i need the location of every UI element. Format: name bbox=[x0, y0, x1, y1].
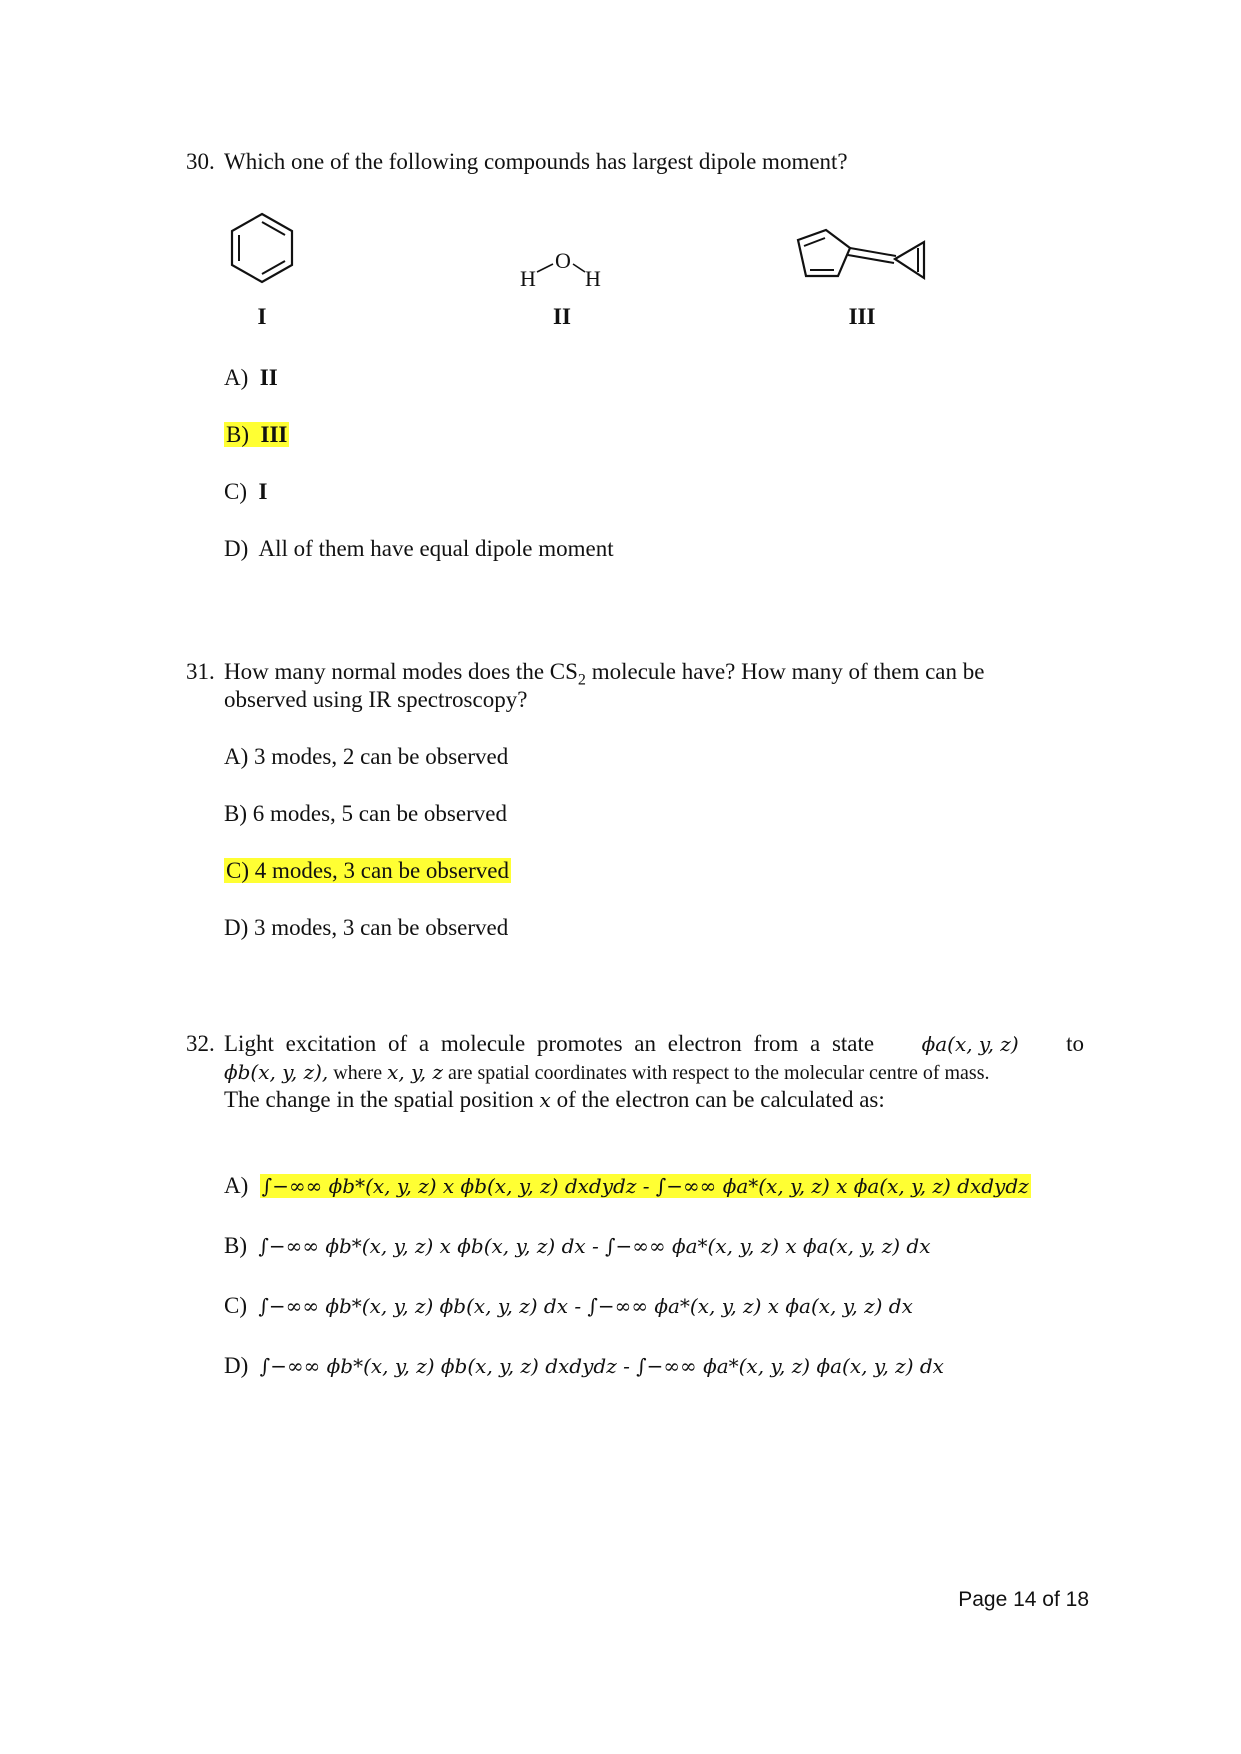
q32-option-c-letter: C) bbox=[224, 1293, 247, 1318]
q32-line1-pre: Light excitation of a molecule promotes an electron from a state bbox=[224, 1031, 875, 1056]
q32-option-b-letter: B) bbox=[224, 1233, 247, 1258]
water-hydrogen-atom-right: H bbox=[585, 266, 601, 291]
q30-number: 30. bbox=[186, 149, 215, 174]
q32-option-c-expr: ∫−∞∞ ϕb*(x, y, z) ϕb(x, y, z) dx - ∫−∞∞ ϕa*(x, y, z) x ϕa(x, y, z) dx bbox=[258, 1294, 913, 1318]
benzene-structure bbox=[224, 210, 300, 286]
q32-option-b-expr: ∫−∞∞ ϕb*(x, y, z) x ϕb(x, y, z) dx - ∫−∞∞ ϕa*(x, y, z) x ϕa(x, y, z) dx bbox=[258, 1234, 931, 1258]
q32-option-a bbox=[224, 1172, 1031, 1200]
q30-option-b-letter: B) bbox=[226, 422, 249, 447]
q32-line1-post: to bbox=[1066, 1031, 1084, 1056]
q32-option-c bbox=[224, 1292, 913, 1320]
q32-text-line2 bbox=[224, 1058, 990, 1087]
q31-text-line2: observed using IR spectroscopy? bbox=[224, 687, 528, 712]
q31-option-c bbox=[224, 857, 511, 885]
q32-number: 32. bbox=[186, 1031, 215, 1056]
calicene-structure bbox=[790, 224, 930, 286]
q32-option-d-expr: ∫−∞∞ ϕb*(x, y, z) ϕb(x, y, z) dxdydz - ∫−∞∞ ϕa*(x, y, z) ϕa(x, y, z) dx bbox=[259, 1354, 944, 1378]
q32-option-d bbox=[224, 1352, 944, 1380]
q31-line1-post: molecule have? How many of them can be bbox=[585, 659, 985, 684]
q31-option-d: D) 3 modes, 3 can be observed bbox=[224, 915, 509, 940]
q32-line2-math: ϕb(x, y, z), bbox=[224, 1060, 329, 1084]
q32-option-d-letter: D) bbox=[224, 1353, 249, 1378]
q31-option-b: B) 6 modes, 5 can be observed bbox=[224, 801, 507, 826]
q32-line3-post: of the electron can be calculated as: bbox=[550, 1087, 885, 1112]
q32-option-a-expr: ∫−∞∞ ϕb*(x, y, z) x ϕb(x, y, z) dxdydz - ∫−∞∞ ϕa*(x, y, z) x ϕa(x, y, z) dxdydz bbox=[261, 1174, 1029, 1198]
water-bonds bbox=[515, 248, 605, 288]
water-hydrogen-atom-left: H bbox=[520, 266, 536, 291]
q31-line1-sub: 2 bbox=[577, 671, 586, 689]
q30-option-a-text: II bbox=[259, 365, 278, 390]
water-oxygen-atom: O bbox=[555, 248, 571, 273]
q32-option-a-letter: A) bbox=[224, 1173, 249, 1198]
q32-line3-math: x bbox=[539, 1088, 551, 1112]
q30-option-c-text: I bbox=[258, 479, 268, 504]
q32-line2-math-b: x, y, z bbox=[387, 1060, 444, 1084]
q32-line2-text-a: where bbox=[328, 1062, 388, 1084]
q31-line1-pre: How many normal modes does the CS bbox=[224, 659, 578, 684]
structure-label-i: I bbox=[257, 304, 267, 329]
q32-option-b bbox=[224, 1232, 931, 1260]
q32-text-line3 bbox=[224, 1086, 885, 1114]
q30-option-a bbox=[224, 364, 278, 392]
q30-option-c bbox=[224, 478, 267, 506]
q30-option-b-text: III bbox=[260, 422, 288, 447]
water-structure bbox=[515, 248, 605, 291]
q30-option-b bbox=[224, 421, 289, 449]
structure-label-ii: II bbox=[553, 304, 571, 329]
q32-text-line1 bbox=[224, 1030, 1084, 1058]
q32-line3-pre: The change in the spatial position bbox=[224, 1087, 540, 1112]
q30-option-d bbox=[224, 535, 614, 563]
q31-option-a: A) 3 modes, 2 can be observed bbox=[224, 744, 509, 769]
q32-line1-math: ϕa(x, y, z) bbox=[921, 1032, 1019, 1056]
structure-label-iii: III bbox=[848, 304, 876, 329]
q30-option-d-letter: D) bbox=[224, 536, 249, 561]
q31-number: 31. bbox=[186, 659, 215, 684]
q30-option-a-letter: A) bbox=[224, 365, 249, 390]
q31-option-c-text: C) 4 modes, 3 can be observed bbox=[226, 858, 509, 883]
q30-option-d-text: All of them have equal dipole moment bbox=[258, 536, 614, 561]
q30-option-c-letter: C) bbox=[224, 479, 247, 504]
q30-text: Which one of the following compounds has largest dipole moment? bbox=[224, 149, 848, 174]
page-number: Page 14 of 18 bbox=[958, 1588, 1089, 1611]
q32-line2-text-b: are spatial coordinates with respect to the molecular centre of mass. bbox=[443, 1062, 990, 1084]
